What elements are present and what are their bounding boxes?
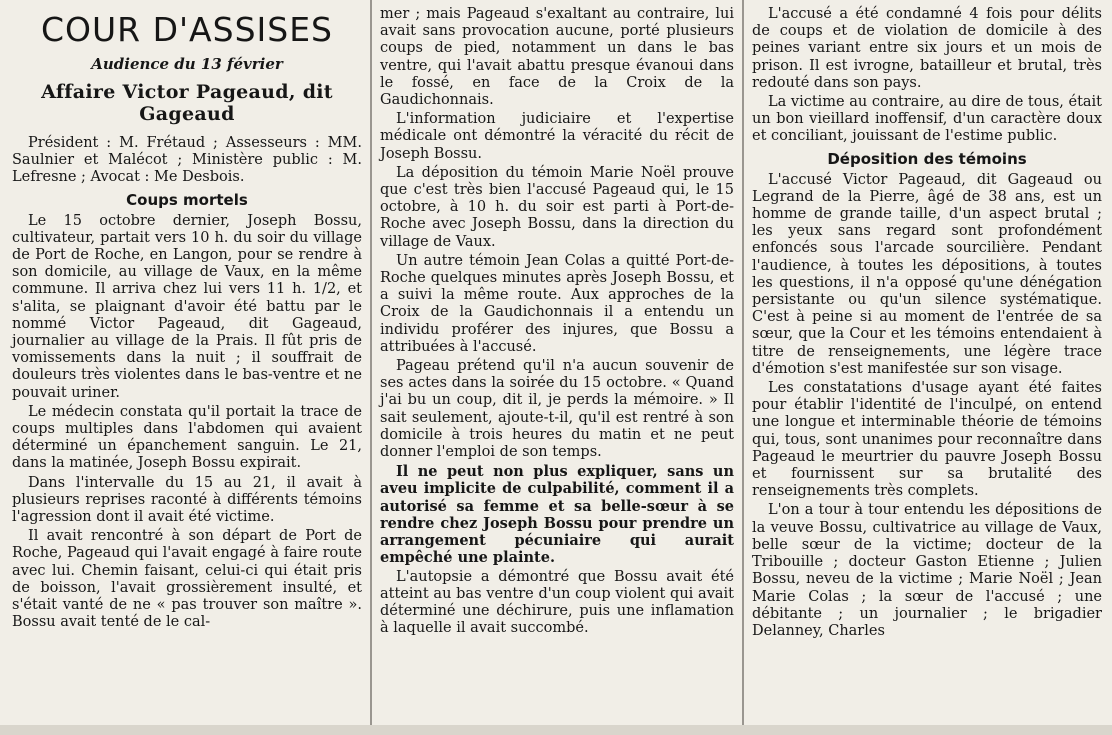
paragraph: Dans l'intervalle du 15 au 21, il avait à plusieurs reprises raconté à différents témoins l'agression dont il avait été victime. [12,474,362,526]
paragraph: La victime au contraire, au dire de tous, était un bon vieillard inoffensif, d'un caractère doux et conciliant, jouissant de l'estime public. [752,94,1102,145]
column-2 [372,0,742,735]
paragraph: Le 15 octobre dernier, Joseph Bossu, cultivateur, partait vers 10 h. du soir du village de Port de Roche, en Langon, pour se rendre à son domicile, au village de Vaux, en la même commune. Il arriva chez lui vers 11 h. 1/2, et s'alita, se plaignant d'avoir été battu par le nommé Victor Pageaud, dit Gageaud, journalier au village de la Prais. Il fût pris de vomissements dans la nuit ; il souffrait de douleurs très violentes dans le bas-ventre et ne pouvait uriner. [12,212,362,401]
paragraph: L'on a tour à tour entendu les dépositions de la veuve Bossu, cultivatrice au village de Vaux, belle sœur de la victime; docteur de la Tribouille ; docteur Gaston Etienne ; Julien Bossu, neveu de la victime ; Marie Noël ; Jean Marie Colas ; la sœur de l'accusé ; une débitante ; un journalier ; le brigadier Delanney, Charles [752,502,1102,639]
paragraph: L'autopsie a démontré que Bossu avait été atteint au bas ventre d'un coup violent qui avait déterminé une déchirure, puis une inflamation à laquelle il avait succombé. [380,568,734,637]
column-3 [744,0,1112,735]
court-composition: Président : M. Frétaud ; Assesseurs : MM. Saulnier et Malécot ; Ministère public : M. Lefresne ; Avocat : Me Desbois. [12,135,362,186]
paragraph: Le médecin constata qu'il portait la trace de coups multiples dans l'abdomen qui avaient déterminé un épanchement sanguin. Le 21, dans la matinée, Joseph Bossu expirait. [12,403,362,472]
paragraph: L'information judiciaire et l'expertise médicale ont démontré la véracité du récit de Joseph Bossu. [380,111,734,162]
paragraph: Un autre témoin Jean Colas a quitté Port-de-Roche quelques minutes après Joseph Bossu, et a suivi la même route. Aux approches de la Croix de la Gaudichonnais il a entendu un individu proférer des injures, que Bossu a attribuées à l'accusé. [380,252,734,355]
dateline: Audience du 13 février [91,55,283,73]
paragraph: La déposition du témoin Marie Noël prouve que c'est très bien l'accusé Pageaud qui, le 15 octobre, à 10 h. du soir est parti à Port-de-Roche avec Joseph Bossu, dans la direction du village de Vaux. [380,164,734,250]
paragraph: mer ; mais Pageaud s'exaltant au contraire, lui avait sans provocation aucune, porté plusieurs coups de pied, notamment un dans le bas ventre, qui l'avait abattu presque évanoui dans le fossé, en face de la Croix de la Gaudichonnais. [380,6,734,109]
scan-edge [0,725,1112,735]
section-title-deposition: Déposition des témoins [827,149,1027,168]
affair-title: Affaire Victor Pageaud, dit Gageaud [41,81,333,125]
paragraph: L'accusé a été condamné 4 fois pour délits de coups et de violation de domicile à des peines variant entre six jours et un mois de prison. Il est ivrogne, batailleur et brutal, très redouté dans son pays. [752,6,1102,91]
headline: COUR D'ASSISES [40,10,334,49]
paragraph: L'accusé Victor Pageaud, dit Gageaud ou Legrand de la Pierre, âgé de 38 ans, est un homme de grande taille, d'un aspect brutal ; les yeux sans regard sont profondément enfoncés sous l'arcade sourcilière. Pendant l'audience, à toutes les dépositions, à toutes les questions, il n'a opposé qu'une dénégation persistante ou qu'un silence systématique. C'est à peine si au moment de l'entrée de sa sœur, que la Cour et les témoins entendaient à titre de renseignements, une légère trace d'émotion s'est manifestée sur son visage. [752,171,1102,377]
section-title-coups-mortels: Coups mortels [126,190,248,209]
paragraph: Les constatations d'usage ayant été faites pour établir l'identité de l'inculpé, on entend une longue et interminable théorie de témoins qui, tous, sont unanimes pour reconnaître dans Pageaud le meurtrier du pauvre Joseph Bossu et fournissent sur sa brutalité des renseignements très complets. [752,380,1102,500]
paragraph: Pageau prétend qu'il n'a aucun souvenir de ses actes dans la soirée du 15 octobre. « Quand j'ai bu un coup, dit il, je perds la mémoire. » Il sait seulement, ajoute-t-il, qu'il est rentré à son domicile à trois heures du matin et ne peut donner l'emploi de son temps. [380,358,734,461]
column-1 [0,0,370,735]
paragraph: Il ne peut non plus expliquer, sans un aveu implicite de culpabilité, comment il a autorisé sa femme et sa belle-sœur à se rendre chez Joseph Bossu pour prendre un arrangement pécuniaire qui aurait empêché une plainte. [380,463,734,567]
paragraph: Il avait rencontré à son départ de Port de Roche, Pageaud qui l'avait engagé à faire route avec lui. Chemin faisant, celui-ci qui était pris de boisson, l'avait grossièrement insulté, et s'était vanté de ne « pas trouver son maître ». Bossu avait tenté de le cal- [12,528,362,631]
